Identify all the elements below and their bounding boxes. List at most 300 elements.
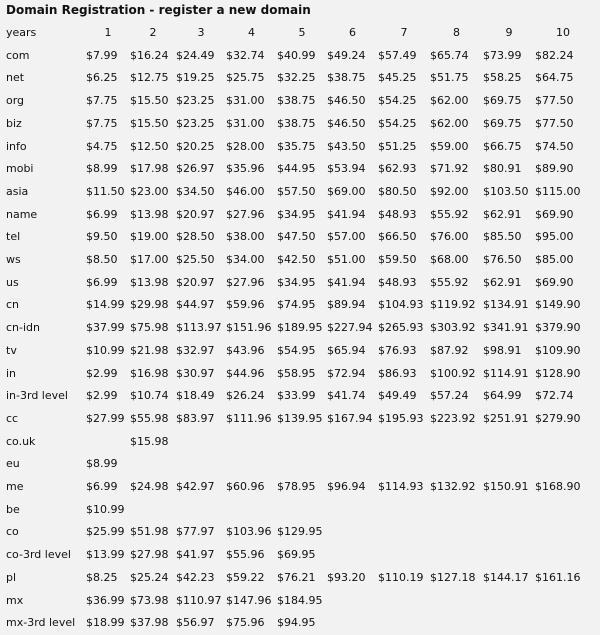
price-cell: $379.90	[535, 321, 581, 335]
price-cell: $72.94	[327, 366, 366, 380]
price-cell: $46.50	[327, 94, 366, 108]
price-cell: $251.91	[483, 411, 529, 425]
price-cell: $80.91	[483, 162, 522, 176]
domain-extension: in-3rd level	[6, 389, 68, 403]
price-cell: $27.96	[226, 207, 265, 221]
table-row	[6, 340, 591, 363]
price-cell	[535, 521, 591, 544]
price-cell: $58.95	[277, 366, 316, 380]
price-cell: $59.00	[430, 139, 469, 153]
price-cell: $23.25	[176, 116, 215, 130]
price-cell: $100.92	[430, 366, 476, 380]
price-cell: $42.23	[176, 570, 215, 584]
price-cell: $24.49	[176, 48, 215, 62]
price-cell: $80.50	[378, 184, 417, 198]
price-cell: $8.50	[86, 253, 118, 267]
price-cell: $55.92	[430, 275, 469, 289]
price-cell: $55.96	[226, 548, 265, 562]
price-cell: $43.96	[226, 343, 265, 357]
table-row	[6, 408, 591, 431]
price-cell: $73.98	[130, 593, 169, 607]
price-cell: $26.24	[226, 389, 265, 403]
table-row	[6, 181, 591, 204]
price-cell: $83.97	[176, 411, 215, 425]
price-cell: $104.93	[378, 298, 424, 312]
price-cell	[378, 612, 430, 635]
price-cell: $73.99	[483, 48, 522, 62]
price-cell: $128.90	[535, 366, 581, 380]
price-cell: $94.95	[277, 616, 316, 630]
table-row	[6, 67, 591, 90]
price-cell: $31.00	[226, 116, 265, 130]
price-cell: $38.75	[327, 71, 366, 85]
price-cell	[483, 431, 535, 454]
price-cell: $82.24	[535, 48, 574, 62]
domain-extension: cc	[6, 411, 19, 425]
table-row	[6, 363, 591, 386]
table-row	[6, 90, 591, 113]
price-cell: $17.98	[130, 162, 169, 176]
price-cell: $12.75	[130, 71, 169, 85]
domain-extension: pl	[6, 570, 17, 584]
domain-extension: in	[6, 366, 17, 380]
price-cell: $144.17	[483, 570, 529, 584]
price-cell: $227.94	[327, 321, 373, 335]
price-cell: $78.95	[277, 480, 316, 494]
price-cell	[535, 431, 591, 454]
price-cell: $8.99	[86, 457, 118, 471]
price-cell	[483, 453, 535, 476]
price-cell: $57.00	[327, 230, 366, 244]
price-cell	[378, 453, 430, 476]
price-cell: $51.00	[327, 253, 366, 267]
price-cell: $44.95	[277, 162, 316, 176]
price-cell	[176, 499, 226, 522]
price-cell: $27.98	[130, 548, 169, 562]
domain-extension: biz	[6, 116, 22, 130]
price-cell: $8.25	[86, 570, 118, 584]
price-cell: $25.75	[226, 71, 265, 85]
table-body	[6, 45, 591, 635]
price-cell: $32.97	[176, 343, 215, 357]
price-cell: $31.00	[226, 94, 265, 108]
price-cell	[277, 499, 327, 522]
domain-extension: ws	[6, 253, 21, 267]
price-cell	[378, 499, 430, 522]
price-cell: $62.93	[378, 162, 417, 176]
domain-extension: us	[6, 275, 19, 289]
price-cell: $6.25	[86, 71, 118, 85]
price-cell: $48.93	[378, 275, 417, 289]
table-row	[6, 476, 591, 499]
price-cell: $17.00	[130, 253, 169, 267]
domain-extension: co-3rd level	[6, 548, 71, 562]
price-cell: $47.50	[277, 230, 316, 244]
domain-extension: co	[6, 525, 19, 539]
price-cell: $66.75	[483, 139, 522, 153]
table-row	[6, 521, 591, 544]
price-cell: $51.75	[430, 71, 469, 85]
price-cell: $85.50	[483, 230, 522, 244]
price-cell: $62.00	[430, 94, 469, 108]
price-cell: $19.25	[176, 71, 215, 85]
price-cell: $69.90	[535, 207, 574, 221]
domain-extension: org	[6, 94, 25, 108]
price-cell	[378, 590, 430, 613]
price-cell: $95.00	[535, 230, 574, 244]
price-cell	[277, 431, 327, 454]
price-cell: $4.75	[86, 139, 118, 153]
price-cell	[327, 521, 378, 544]
price-cell: $303.92	[430, 321, 476, 335]
price-cell: $35.75	[277, 139, 316, 153]
price-cell: $167.94	[327, 411, 373, 425]
price-cell: $149.90	[535, 298, 581, 312]
price-cell: $37.99	[86, 321, 125, 335]
domain-extension: info	[6, 139, 27, 153]
price-cell: $77.97	[176, 525, 215, 539]
price-cell: $103.50	[483, 184, 529, 198]
price-cell	[277, 453, 327, 476]
price-cell: $15.50	[130, 116, 169, 130]
price-cell: $62.91	[483, 207, 522, 221]
price-cell: $10.99	[86, 343, 125, 357]
year-header: 7	[400, 26, 408, 39]
price-cell: $19.00	[130, 230, 169, 244]
price-cell: $28.00	[226, 139, 265, 153]
year-header: 9	[505, 26, 513, 39]
domain-extension: cn	[6, 298, 20, 312]
price-cell: $77.50	[535, 94, 574, 108]
price-cell: $110.19	[378, 570, 424, 584]
price-cell: $55.92	[430, 207, 469, 221]
domain-extension: co.uk	[6, 434, 36, 448]
price-cell: $35.96	[226, 162, 265, 176]
price-cell: $38.75	[277, 116, 316, 130]
price-cell: $127.18	[430, 570, 476, 584]
price-cell	[430, 590, 483, 613]
domain-extension: com	[6, 48, 30, 62]
price-cell	[130, 453, 176, 476]
price-cell: $59.22	[226, 570, 265, 584]
price-cell: $69.75	[483, 94, 522, 108]
price-cell: $32.74	[226, 48, 265, 62]
price-cell: $151.96	[226, 321, 272, 335]
price-cell: $65.94	[327, 343, 366, 357]
price-cell	[226, 431, 277, 454]
price-cell: $21.98	[130, 343, 169, 357]
page-title: Domain Registration - register a new domain	[6, 3, 311, 17]
price-cell: $74.95	[277, 298, 316, 312]
domain-extension: tel	[6, 230, 21, 244]
price-cell: $10.74	[130, 389, 169, 403]
price-cell	[86, 431, 130, 454]
price-cell: $59.96	[226, 298, 265, 312]
price-cell: $38.00	[226, 230, 265, 244]
price-cell: $57.49	[378, 48, 417, 62]
price-cell: $161.16	[535, 570, 581, 584]
price-cell: $8.99	[86, 162, 118, 176]
price-cell: $41.97	[176, 548, 215, 562]
price-cell: $279.90	[535, 411, 581, 425]
price-cell: $75.96	[226, 616, 265, 630]
price-cell: $51.25	[378, 139, 417, 153]
price-cell: $36.99	[86, 593, 125, 607]
domain-extension: asia	[6, 184, 29, 198]
year-header: 3	[197, 26, 205, 39]
price-cell	[378, 431, 430, 454]
price-cell: $86.93	[378, 366, 417, 380]
price-cell: $25.99	[86, 525, 125, 539]
price-cell: $64.99	[483, 389, 522, 403]
price-cell: $111.96	[226, 411, 272, 425]
price-cell	[483, 521, 535, 544]
price-cell: $147.96	[226, 593, 272, 607]
price-cell: $55.98	[130, 411, 169, 425]
table-row	[6, 294, 591, 317]
table-row	[6, 544, 591, 567]
price-cell	[378, 544, 430, 567]
price-cell: $132.92	[430, 480, 476, 494]
domain-extension: cn-idn	[6, 321, 40, 335]
price-cell: $69.95	[277, 548, 316, 562]
table-row	[6, 567, 591, 590]
table-row	[6, 385, 591, 408]
price-cell: $54.95	[277, 343, 316, 357]
price-cell: $30.97	[176, 366, 215, 380]
price-cell: $2.99	[86, 366, 118, 380]
price-cell: $44.97	[176, 298, 215, 312]
price-cell: $65.74	[430, 48, 469, 62]
price-cell	[535, 499, 591, 522]
price-cell: $76.00	[430, 230, 469, 244]
price-cell	[226, 499, 277, 522]
domain-price-table	[6, 22, 591, 635]
price-cell: $15.98	[130, 434, 169, 448]
price-cell: $57.50	[277, 184, 316, 198]
price-cell: $115.00	[535, 184, 581, 198]
table-row	[6, 204, 591, 227]
price-cell	[327, 590, 378, 613]
price-cell: $69.00	[327, 184, 366, 198]
price-cell: $109.90	[535, 343, 581, 357]
price-cell: $341.91	[483, 321, 529, 335]
price-cell	[130, 499, 176, 522]
price-cell: $41.74	[327, 389, 366, 403]
price-cell	[327, 453, 378, 476]
price-cell: $6.99	[86, 480, 118, 494]
price-cell: $64.75	[535, 71, 574, 85]
price-cell: $56.97	[176, 616, 215, 630]
price-cell: $32.25	[277, 71, 316, 85]
price-cell: $6.99	[86, 275, 118, 289]
price-cell: $72.74	[535, 389, 574, 403]
price-cell	[535, 590, 591, 613]
price-cell	[535, 544, 591, 567]
domain-extension: name	[6, 207, 38, 221]
table-row	[6, 590, 591, 613]
price-cell: $184.95	[277, 593, 323, 607]
price-cell: $68.00	[430, 253, 469, 267]
price-cell: $62.91	[483, 275, 522, 289]
year-header: 1	[104, 26, 112, 39]
price-cell	[430, 499, 483, 522]
years-header: years	[6, 26, 37, 39]
table-row	[6, 226, 591, 249]
price-cell: $69.90	[535, 275, 574, 289]
table-row	[6, 499, 591, 522]
domain-extension: be	[6, 502, 20, 516]
price-cell: $42.97	[176, 480, 215, 494]
price-cell: $7.99	[86, 48, 118, 62]
table-row	[6, 249, 591, 272]
price-cell: $103.96	[226, 525, 272, 539]
year-header: 8	[453, 26, 460, 39]
price-cell: $189.95	[277, 321, 323, 335]
price-cell: $20.97	[176, 207, 215, 221]
price-cell: $37.98	[130, 616, 169, 630]
price-cell: $54.25	[378, 116, 417, 130]
table-row	[6, 158, 591, 181]
table-row	[6, 113, 591, 136]
price-cell: $76.93	[378, 343, 417, 357]
price-cell: $20.97	[176, 275, 215, 289]
price-cell: $38.75	[277, 94, 316, 108]
price-cell: $49.24	[327, 48, 366, 62]
price-cell: $15.50	[130, 94, 169, 108]
price-cell	[430, 521, 483, 544]
table-header-row	[6, 22, 591, 45]
domain-extension: me	[6, 480, 24, 494]
price-cell: $71.92	[430, 162, 469, 176]
price-cell: $75.98	[130, 321, 169, 335]
price-cell: $2.99	[86, 389, 118, 403]
price-cell	[483, 612, 535, 635]
price-cell: $46.00	[226, 184, 265, 198]
price-cell: $34.95	[277, 207, 316, 221]
price-cell: $54.25	[378, 94, 417, 108]
price-cell: $62.00	[430, 116, 469, 130]
price-cell: $24.98	[130, 480, 169, 494]
price-cell: $25.50	[176, 253, 215, 267]
price-cell: $18.49	[176, 389, 215, 403]
price-cell: $16.24	[130, 48, 169, 62]
price-cell	[176, 431, 226, 454]
price-cell: $113.97	[176, 321, 222, 335]
price-cell: $92.00	[430, 184, 469, 198]
table-row	[6, 45, 591, 68]
price-cell: $69.75	[483, 116, 522, 130]
table-row	[6, 272, 591, 295]
price-cell	[378, 521, 430, 544]
price-cell: $16.98	[130, 366, 169, 380]
table-row	[6, 612, 591, 635]
price-cell	[535, 453, 591, 476]
price-cell: $13.98	[130, 275, 169, 289]
price-cell	[176, 453, 226, 476]
price-cell: $223.92	[430, 411, 476, 425]
price-cell: $139.95	[277, 411, 323, 425]
price-cell: $74.50	[535, 139, 574, 153]
price-cell: $48.93	[378, 207, 417, 221]
domain-extension: mobi	[6, 162, 34, 176]
price-cell: $66.50	[378, 230, 417, 244]
price-cell: $25.24	[130, 570, 169, 584]
price-cell: $23.00	[130, 184, 169, 198]
price-cell: $28.50	[176, 230, 215, 244]
price-cell: $168.90	[535, 480, 581, 494]
price-cell: $34.50	[176, 184, 215, 198]
price-cell: $12.50	[130, 139, 169, 153]
price-cell: $45.25	[378, 71, 417, 85]
price-cell: $265.93	[378, 321, 424, 335]
price-cell	[535, 612, 591, 635]
price-cell	[430, 544, 483, 567]
price-cell: $34.00	[226, 253, 265, 267]
price-cell: $11.50	[86, 184, 125, 198]
year-header: 10	[556, 26, 570, 39]
price-cell: $40.99	[277, 48, 316, 62]
price-cell: $110.97	[176, 593, 222, 607]
price-cell: $26.97	[176, 162, 215, 176]
price-cell: $60.96	[226, 480, 265, 494]
price-cell: $58.25	[483, 71, 522, 85]
price-cell: $150.91	[483, 480, 529, 494]
price-cell: $87.92	[430, 343, 469, 357]
price-cell: $59.50	[378, 253, 417, 267]
price-cell: $85.00	[535, 253, 574, 267]
price-cell: $9.50	[86, 230, 118, 244]
price-cell: $53.94	[327, 162, 366, 176]
price-cell: $13.98	[130, 207, 169, 221]
table-row	[6, 136, 591, 159]
price-cell: $41.94	[327, 207, 366, 221]
price-cell: $49.49	[378, 389, 417, 403]
price-cell: $33.99	[277, 389, 316, 403]
price-cell	[483, 590, 535, 613]
price-cell	[430, 612, 483, 635]
price-cell: $51.98	[130, 525, 169, 539]
domain-extension: tv	[6, 343, 17, 357]
price-cell: $76.50	[483, 253, 522, 267]
price-cell: $18.99	[86, 616, 125, 630]
year-header: 6	[349, 26, 356, 39]
price-cell: $14.99	[86, 298, 125, 312]
price-cell: $114.93	[378, 480, 424, 494]
price-cell: $7.75	[86, 94, 118, 108]
price-cell	[430, 453, 483, 476]
domain-extension: mx	[6, 593, 24, 607]
price-cell: $27.99	[86, 411, 125, 425]
price-cell	[327, 612, 378, 635]
price-cell: $114.91	[483, 366, 529, 380]
price-cell: $13.99	[86, 548, 125, 562]
price-cell	[483, 544, 535, 567]
table-row	[6, 453, 591, 476]
price-cell: $10.99	[86, 502, 125, 516]
price-cell: $96.94	[327, 480, 366, 494]
price-cell: $89.90	[535, 162, 574, 176]
price-cell: $46.50	[327, 116, 366, 130]
domain-extension: eu	[6, 457, 20, 471]
year-header: 2	[149, 26, 157, 39]
price-cell: $57.24	[430, 389, 469, 403]
price-cell: $129.95	[277, 525, 323, 539]
price-cell: $6.99	[86, 207, 118, 221]
year-header: 5	[298, 26, 306, 39]
price-cell	[327, 431, 378, 454]
table-row	[6, 317, 591, 340]
